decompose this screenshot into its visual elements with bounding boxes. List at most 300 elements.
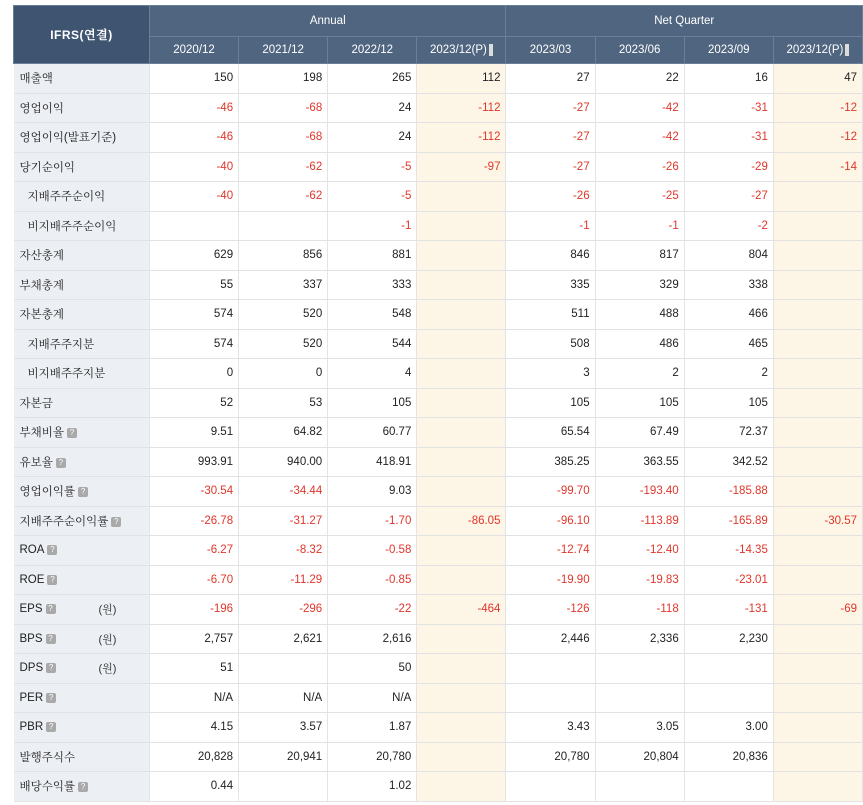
table-row	[14, 536, 863, 566]
table-cell	[773, 418, 862, 448]
table-cell: -14.35	[684, 536, 773, 566]
table-cell	[417, 624, 506, 654]
row-label	[14, 565, 150, 595]
table-cell	[773, 654, 862, 684]
table-cell: 2,336	[595, 624, 684, 654]
table-cell: 105	[328, 388, 417, 418]
row-label-text: 지배주주지분	[27, 338, 95, 351]
table-cell	[773, 742, 862, 772]
table-cell	[417, 713, 506, 743]
period-label: 2021/12	[262, 44, 304, 56]
table-cell	[773, 447, 862, 477]
table-cell	[417, 359, 506, 389]
row-label	[14, 182, 150, 212]
table-row	[14, 418, 863, 448]
table-cell: 52	[149, 388, 238, 418]
table-cell: -5	[328, 182, 417, 212]
table-cell: 1.87	[328, 713, 417, 743]
table-cell: -193.40	[595, 477, 684, 507]
row-label	[14, 772, 150, 802]
table-cell	[773, 713, 862, 743]
table-cell: 27	[506, 64, 595, 94]
table-cell	[417, 654, 506, 684]
help-icon[interactable]: ?	[46, 693, 56, 703]
table-cell: 55	[149, 270, 238, 300]
table-cell	[417, 447, 506, 477]
table-cell: 2,230	[684, 624, 773, 654]
row-label-text: BPS	[19, 632, 43, 645]
table-cell: -69	[773, 595, 862, 625]
table-cell: 2,446	[506, 624, 595, 654]
table-cell: -12.40	[595, 536, 684, 566]
table-cell: -31	[684, 123, 773, 153]
row-label-text: 비지배주주순이익	[27, 220, 117, 233]
table-cell: -40	[149, 152, 238, 182]
table-cell	[773, 211, 862, 241]
table-cell: 329	[595, 270, 684, 300]
help-icon[interactable]: ?	[47, 575, 57, 585]
quarter-group-header: Net Quarter	[506, 6, 863, 37]
table-cell	[773, 182, 862, 212]
table-cell: 53	[239, 388, 328, 418]
row-label-text: 유보율	[19, 456, 53, 469]
row-label	[14, 300, 150, 330]
help-icon[interactable]: ?	[46, 722, 56, 732]
period-header	[506, 37, 595, 64]
row-label-text: 매출액	[19, 73, 53, 86]
table-cell	[417, 211, 506, 241]
table-cell: -27	[506, 93, 595, 123]
period-header	[328, 37, 417, 64]
table-cell: 338	[684, 270, 773, 300]
period-header	[684, 37, 773, 64]
table-cell: 65.54	[506, 418, 595, 448]
table-cell: 50	[328, 654, 417, 684]
table-cell: -46	[149, 93, 238, 123]
table-cell	[239, 772, 328, 802]
row-label	[14, 536, 150, 566]
row-label	[14, 742, 150, 772]
table-cell: 3.00	[684, 713, 773, 743]
table-cell: -27	[506, 152, 595, 182]
table-cell: -12	[773, 93, 862, 123]
table-row	[14, 447, 863, 477]
table-cell: -6.27	[149, 536, 238, 566]
table-cell: -11.29	[239, 565, 328, 595]
table-cell: -26	[506, 182, 595, 212]
table-cell: -19.90	[506, 565, 595, 595]
table-cell: -30.54	[149, 477, 238, 507]
table-cell: 20,941	[239, 742, 328, 772]
row-label	[14, 211, 150, 241]
table-cell	[773, 329, 862, 359]
table-cell: 72.37	[684, 418, 773, 448]
row-label-text: DPS	[19, 662, 44, 675]
table-cell: 574	[149, 329, 238, 359]
table-row	[14, 713, 863, 743]
table-row	[14, 477, 863, 507]
row-label-text: ROA	[19, 544, 45, 557]
table-cell: 418.91	[328, 447, 417, 477]
row-label-text: PER	[19, 691, 44, 704]
table-cell: 520	[239, 300, 328, 330]
table-cell: -23.01	[684, 565, 773, 595]
table-row	[14, 683, 863, 713]
row-label-text: PBR	[19, 721, 44, 734]
help-icon[interactable]: ?	[78, 487, 88, 497]
table-cell: 20,780	[506, 742, 595, 772]
row-label-text: 지배주주순이익률	[19, 515, 109, 528]
table-cell: 846	[506, 241, 595, 271]
row-label	[14, 624, 150, 654]
table-cell: -5	[328, 152, 417, 182]
table-cell: N/A	[149, 683, 238, 713]
table-cell: 24	[328, 123, 417, 153]
table-cell	[239, 654, 328, 684]
projection-marker-icon	[845, 44, 849, 56]
help-icon[interactable]: ?	[78, 782, 88, 792]
table-cell: -14	[773, 152, 862, 182]
row-label-text: 부채총계	[19, 279, 64, 292]
table-row	[14, 506, 863, 536]
table-cell: 16	[684, 64, 773, 94]
help-icon[interactable]: ?	[56, 458, 66, 468]
table-cell	[417, 329, 506, 359]
table-cell: 51	[149, 654, 238, 684]
table-cell: 4	[328, 359, 417, 389]
table-cell	[684, 683, 773, 713]
table-cell: 511	[506, 300, 595, 330]
table-cell	[417, 388, 506, 418]
table-cell	[773, 477, 862, 507]
row-label	[14, 654, 150, 684]
table-cell	[417, 772, 506, 802]
table-cell: 1.02	[328, 772, 417, 802]
table-cell: 0.44	[149, 772, 238, 802]
period-label: 2023/12(P)	[429, 44, 487, 57]
table-cell: 198	[239, 64, 328, 94]
table-cell: -12	[773, 123, 862, 153]
row-label	[14, 329, 150, 359]
table-cell: 105	[506, 388, 595, 418]
table-cell: 2	[595, 359, 684, 389]
table-cell: 2	[684, 359, 773, 389]
row-label-text: 자산총계	[19, 250, 64, 263]
table-row	[14, 624, 863, 654]
table-cell: -113.89	[595, 506, 684, 536]
row-label-text: 당기순이익	[19, 161, 76, 174]
table-cell: N/A	[328, 683, 417, 713]
table-cell: 817	[595, 241, 684, 271]
table-cell: 508	[506, 329, 595, 359]
table-cell: 67.49	[595, 418, 684, 448]
table-row	[14, 595, 863, 625]
period-label: 2023/12(P)	[786, 44, 844, 57]
table-cell	[773, 565, 862, 595]
table-cell: -46	[149, 123, 238, 153]
table-cell: 3.57	[239, 713, 328, 743]
table-row	[14, 772, 863, 802]
unit-label: (원)	[98, 633, 117, 646]
row-label-text: 자본총계	[19, 309, 64, 322]
row-label	[14, 447, 150, 477]
table-cell: -6.70	[149, 565, 238, 595]
row-label-text: EPS	[19, 603, 43, 616]
table-cell: 0	[239, 359, 328, 389]
table-row	[14, 241, 863, 271]
table-cell	[595, 654, 684, 684]
table-cell: 150	[149, 64, 238, 94]
table-cell	[417, 536, 506, 566]
table-cell	[684, 772, 773, 802]
table-cell	[773, 300, 862, 330]
table-cell: -30.57	[773, 506, 862, 536]
table-cell: 47	[773, 64, 862, 94]
table-cell: -196	[149, 595, 238, 625]
table-cell: -19.83	[595, 565, 684, 595]
table-cell: -68	[239, 123, 328, 153]
table-cell: 337	[239, 270, 328, 300]
table-cell: 3	[506, 359, 595, 389]
table-cell	[506, 772, 595, 802]
financial-table	[13, 5, 863, 802]
unit-label: (원)	[98, 604, 117, 617]
table-cell: -165.89	[684, 506, 773, 536]
table-cell: -1	[328, 211, 417, 241]
row-label	[14, 152, 150, 182]
row-label	[14, 241, 150, 271]
table-cell: -25	[595, 182, 684, 212]
table-row	[14, 64, 863, 94]
table-cell: 4.15	[149, 713, 238, 743]
period-header	[595, 37, 684, 64]
table-cell: 856	[239, 241, 328, 271]
table-cell: -97	[417, 152, 506, 182]
table-cell	[417, 300, 506, 330]
table-cell: -22	[328, 595, 417, 625]
help-icon[interactable]: ?	[111, 517, 121, 527]
table-cell: 20,780	[328, 742, 417, 772]
table-cell: 3.43	[506, 713, 595, 743]
table-row	[14, 152, 863, 182]
row-label	[14, 506, 150, 536]
table-row	[14, 300, 863, 330]
row-label	[14, 359, 150, 389]
table-cell: 520	[239, 329, 328, 359]
row-label-text: 지배주주순이익	[27, 191, 106, 204]
table-cell: -1	[506, 211, 595, 241]
table-cell: -62	[239, 152, 328, 182]
table-cell: 112	[417, 64, 506, 94]
table-cell: 0	[149, 359, 238, 389]
table-cell	[773, 359, 862, 389]
help-icon[interactable]: ?	[46, 663, 56, 673]
table-cell: -8.32	[239, 536, 328, 566]
table-cell: 60.77	[328, 418, 417, 448]
row-label	[14, 123, 150, 153]
table-cell	[773, 772, 862, 802]
table-cell	[773, 624, 862, 654]
table-cell: N/A	[239, 683, 328, 713]
table-cell	[595, 772, 684, 802]
table-cell	[417, 683, 506, 713]
table-cell	[417, 241, 506, 271]
table-cell: -126	[506, 595, 595, 625]
table-cell: -42	[595, 123, 684, 153]
table-cell: -0.58	[328, 536, 417, 566]
table-cell: 993.91	[149, 447, 238, 477]
table-cell	[417, 182, 506, 212]
table-cell	[417, 477, 506, 507]
table-cell: 335	[506, 270, 595, 300]
table-cell	[417, 742, 506, 772]
table-row	[14, 654, 863, 684]
table-cell: 881	[328, 241, 417, 271]
table-row	[14, 742, 863, 772]
table-cell: -296	[239, 595, 328, 625]
period-label: 2022/12	[351, 44, 394, 56]
table-cell: -26.78	[149, 506, 238, 536]
row-label-text: 비지배주주지분	[27, 368, 106, 381]
table-cell: 465	[684, 329, 773, 359]
table-cell: 2,616	[328, 624, 417, 654]
table-cell	[239, 211, 328, 241]
table-cell: 488	[595, 300, 684, 330]
table-cell	[595, 683, 684, 713]
period-label: 2023/06	[618, 44, 661, 56]
projection-marker-icon	[489, 44, 493, 56]
table-cell: 265	[328, 64, 417, 94]
table-cell: 385.25	[506, 447, 595, 477]
row-label-text: 자본금	[19, 397, 53, 410]
table-cell: -31	[684, 93, 773, 123]
table-cell	[684, 654, 773, 684]
help-icon[interactable]: ?	[47, 545, 57, 555]
table-cell: -42	[595, 93, 684, 123]
table-cell: -12.74	[506, 536, 595, 566]
table-cell: 629	[149, 241, 238, 271]
table-cell: -1.70	[328, 506, 417, 536]
table-cell: 22	[595, 64, 684, 94]
row-label	[14, 595, 150, 625]
table-cell: 20,836	[684, 742, 773, 772]
table-cell: -27	[684, 182, 773, 212]
table-cell: 9.51	[149, 418, 238, 448]
row-label	[14, 713, 150, 743]
table-cell: -185.88	[684, 477, 773, 507]
help-icon[interactable]: ?	[46, 634, 56, 644]
table-cell: 333	[328, 270, 417, 300]
table-cell: 105	[595, 388, 684, 418]
table-cell: 9.03	[328, 477, 417, 507]
table-cell: 342.52	[684, 447, 773, 477]
table-cell: -1	[595, 211, 684, 241]
table-row	[14, 93, 863, 123]
table-cell: -68	[239, 93, 328, 123]
row-label	[14, 93, 150, 123]
table-cell: -29	[684, 152, 773, 182]
accounting-standard-header: IFRS(연결)	[14, 6, 150, 64]
table-cell: -112	[417, 123, 506, 153]
row-label-text: 부채비율	[19, 427, 64, 440]
table-row	[14, 329, 863, 359]
table-cell: -34.44	[239, 477, 328, 507]
table-row	[14, 123, 863, 153]
table-row	[14, 388, 863, 418]
table-cell: 574	[149, 300, 238, 330]
table-cell: -118	[595, 595, 684, 625]
row-label-text: 영업이익률	[19, 486, 76, 499]
table-cell: -31.27	[239, 506, 328, 536]
table-cell: 20,804	[595, 742, 684, 772]
period-label: 2023/03	[529, 44, 572, 56]
table-cell: -26	[595, 152, 684, 182]
table-cell: 486	[595, 329, 684, 359]
table-cell: 544	[328, 329, 417, 359]
period-header	[773, 37, 862, 64]
row-label-text: 영업이익(발표기준)	[19, 132, 117, 145]
table-cell: 548	[328, 300, 417, 330]
period-header	[149, 37, 238, 64]
table-cell	[773, 270, 862, 300]
table-cell: -86.05	[417, 506, 506, 536]
table-cell	[506, 654, 595, 684]
annual-group-header: Annual	[149, 6, 506, 37]
row-label-text: 영업이익	[19, 102, 64, 115]
row-label-text: ROE	[19, 573, 45, 586]
row-label-text: 발행주식수	[19, 751, 76, 764]
table-cell: -99.70	[506, 477, 595, 507]
table-cell: 2,757	[149, 624, 238, 654]
table-cell	[773, 241, 862, 271]
table-cell	[417, 565, 506, 595]
table-cell: 363.55	[595, 447, 684, 477]
period-label: 2020/12	[173, 44, 215, 56]
table-cell: -40	[149, 182, 238, 212]
table-cell: 64.82	[239, 418, 328, 448]
table-cell	[149, 211, 238, 241]
table-row	[14, 565, 863, 595]
table-cell: -464	[417, 595, 506, 625]
table-row	[14, 359, 863, 389]
table-cell: -112	[417, 93, 506, 123]
row-label	[14, 418, 150, 448]
unit-label: (원)	[98, 663, 117, 676]
table-cell	[417, 270, 506, 300]
help-icon[interactable]: ?	[46, 604, 56, 614]
table-cell	[773, 683, 862, 713]
table-cell: -0.85	[328, 565, 417, 595]
table-cell	[773, 388, 862, 418]
table-cell: 804	[684, 241, 773, 271]
row-label	[14, 683, 150, 713]
table-row	[14, 182, 863, 212]
table-cell	[417, 418, 506, 448]
table-cell: -2	[684, 211, 773, 241]
table-row	[14, 270, 863, 300]
help-icon[interactable]: ?	[67, 428, 77, 438]
row-label	[14, 64, 150, 94]
row-label	[14, 477, 150, 507]
table-cell: -96.10	[506, 506, 595, 536]
table-cell	[506, 683, 595, 713]
row-label	[14, 388, 150, 418]
table-cell: 940.00	[239, 447, 328, 477]
table-cell: -27	[506, 123, 595, 153]
table-cell: -131	[684, 595, 773, 625]
table-cell: 24	[328, 93, 417, 123]
table-cell	[773, 536, 862, 566]
